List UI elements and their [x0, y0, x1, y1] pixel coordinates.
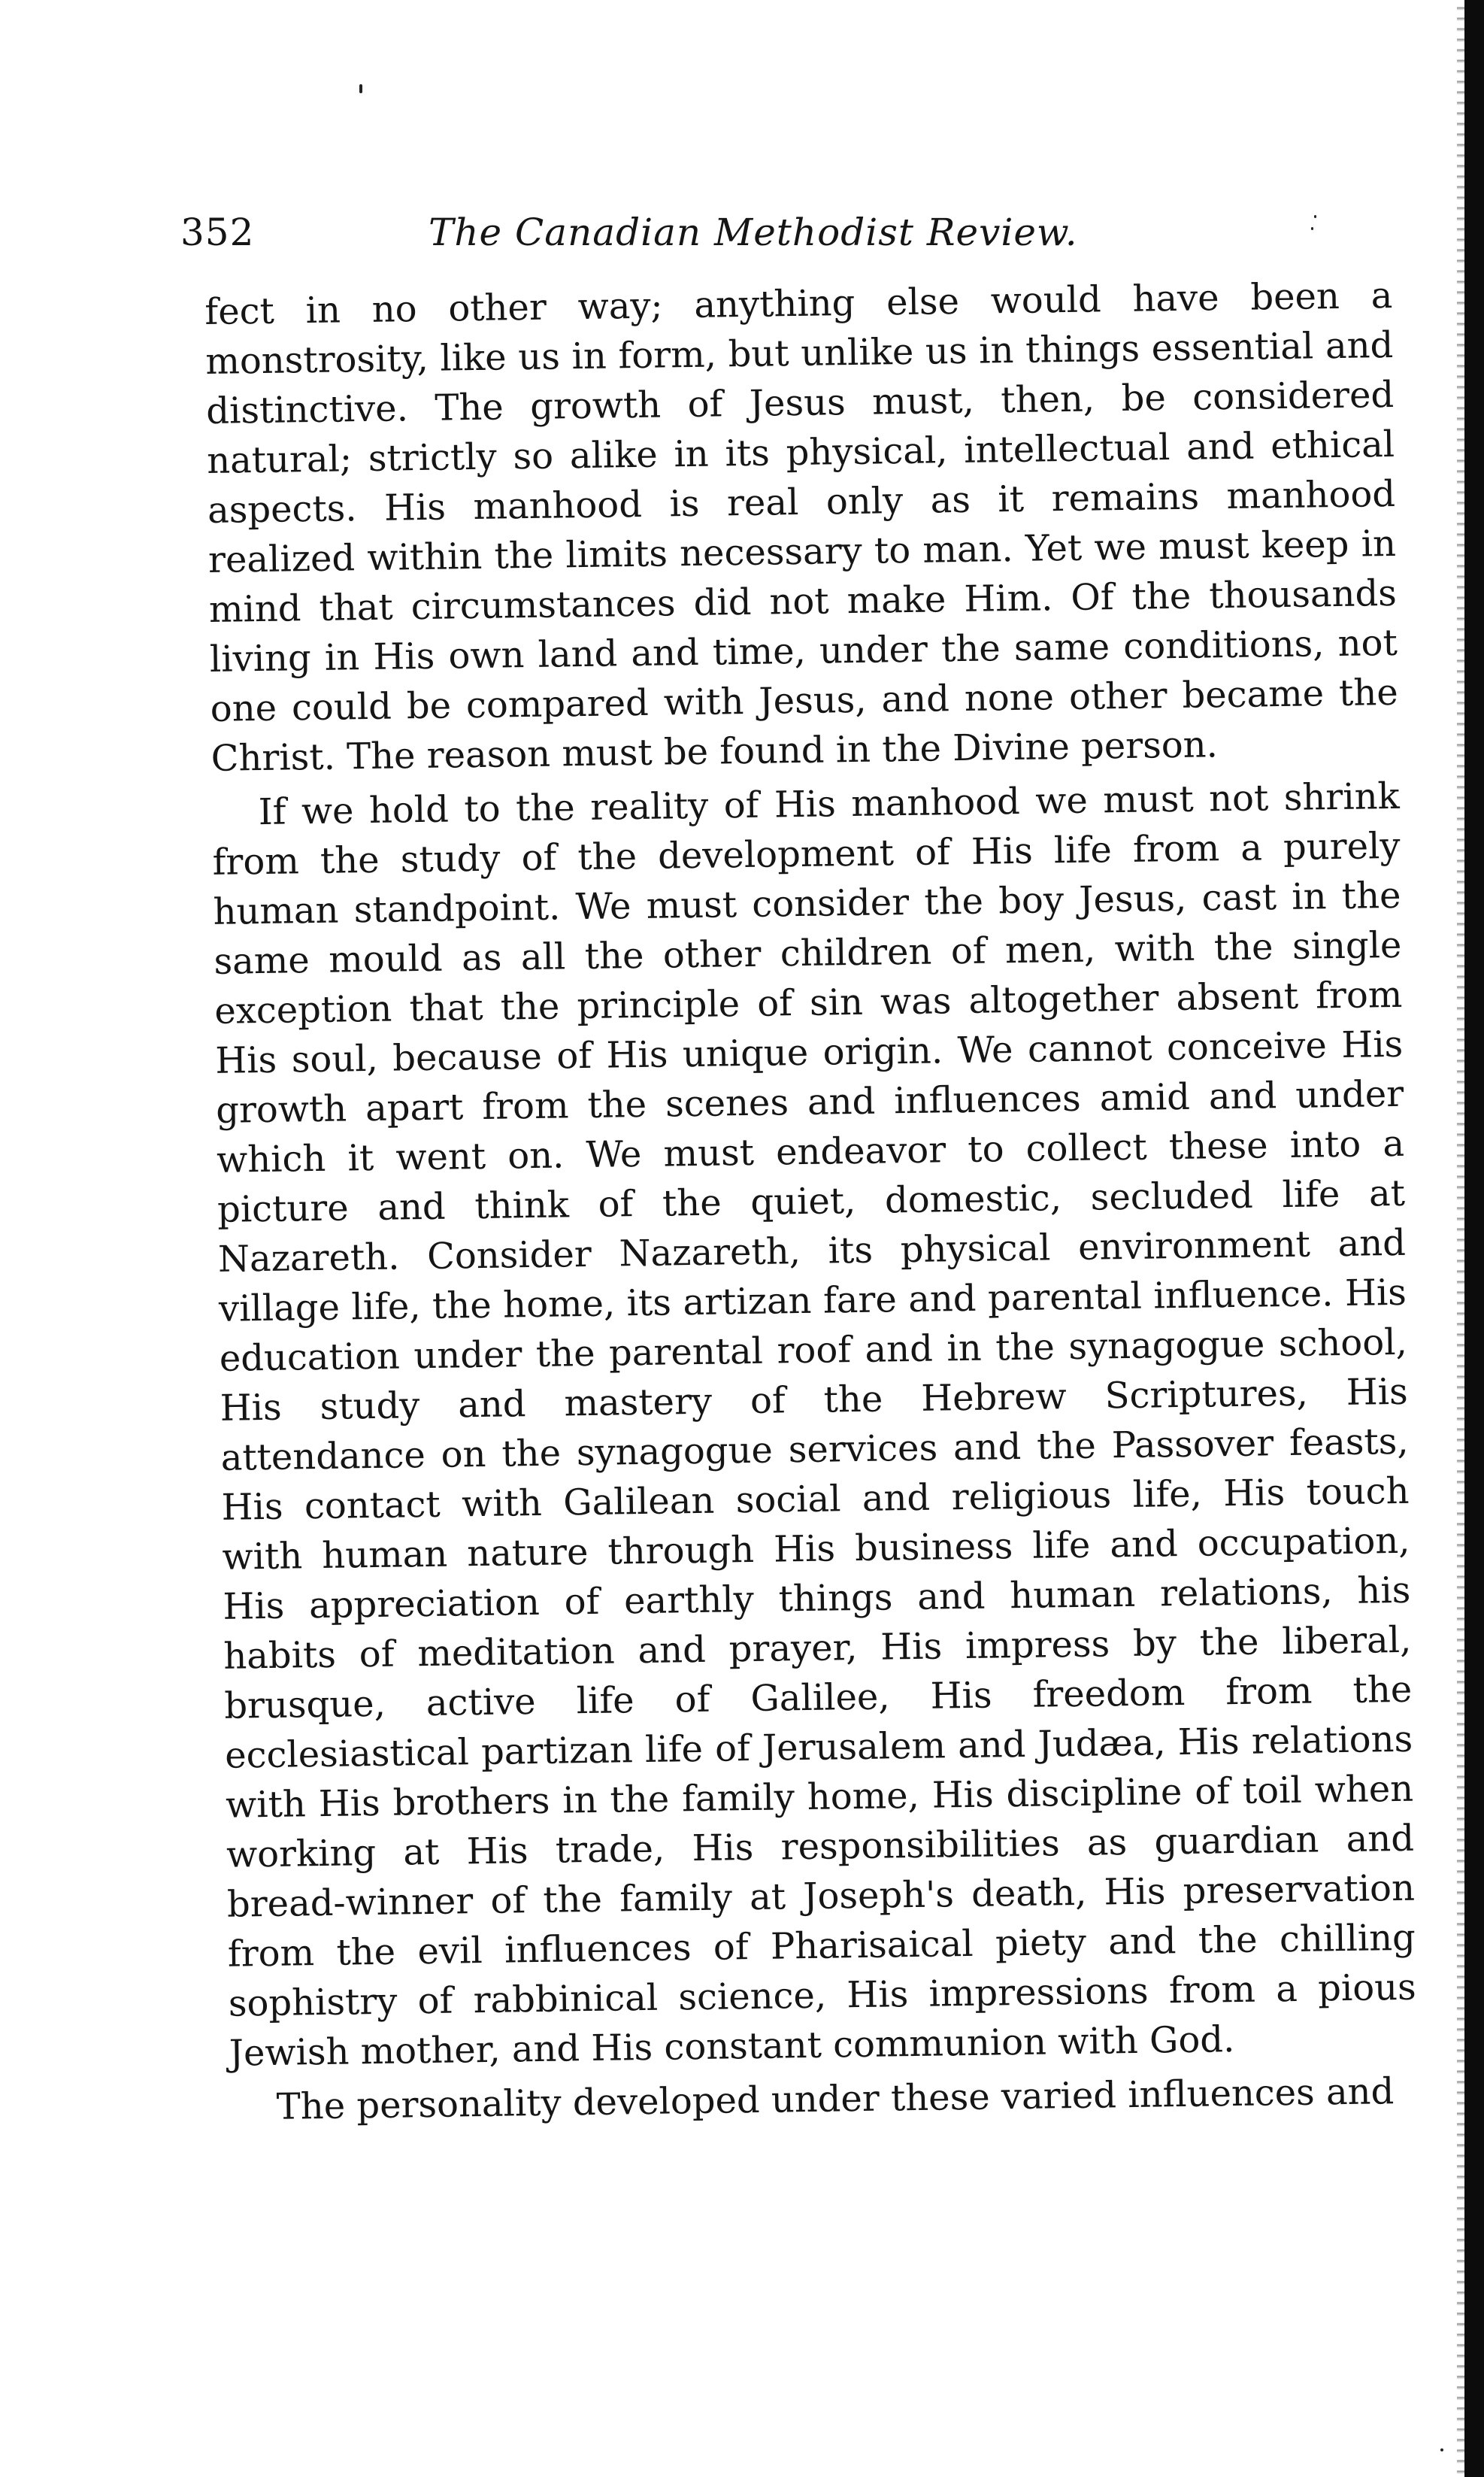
page-edge-shadow — [1464, 0, 1484, 2477]
page-header — [180, 211, 1383, 278]
paragraph-continuation: fect in no other way; anything else would have been a monstrosity, like us in form, but unlike us in things essential and distinctive. The growth of Jesus must, then, be considered natural; strictly so alike in its physical, intellectual and ethical aspects. His manhood is real only as it remains manhood realized within the limits necessary to man. Yet we must keep in mind that circumstances did not make Him. Of the thousands living in His own land and time, under the same conditions, not one could be compared with Jesus, and none other became the Christ. The reason must be found in the Divine person. — [204, 274, 1399, 780]
scan-speck — [359, 84, 362, 93]
running-title: The Canadian Methodist Review. — [429, 211, 1078, 254]
body-text — [204, 271, 1418, 2137]
paragraph-personality: The personality developed under these varied influences and — [276, 2070, 1395, 2128]
page-edge-fray — [1457, 0, 1464, 2477]
page-number: 352 — [180, 211, 255, 254]
scan-speck — [1440, 2448, 1443, 2451]
paragraph-manhood-study: If we hold to the reality of His manhood we must not shrink from the study of the development of His life from a purely human standpoint. We must consider the boy Jesus, cast in the same mould as all the other children of men, with the single exception that the principle of sin was altogether absent from His soul, because of His unique origin. We cannot conceive His growth apart from the scenes and influences amid and under which it went on. We must endeavor to collect these into a picture and think of the quiet, domestic, secluded life at Nazareth. Consider Nazareth, its physical environment and village life, the home, its artizan fare and parental influence. His education under the parental roof and in the synagogue school, His study and mastery of the Hebrew Scriptures, His attendance on the synagogue services and the Passover feasts, His contact with Galilean social and religious life, His touch with human nature through His business life and occupation, His appreciation of earthly things and human relations, his habits of meditation and prayer, His impress by the liberal, brusque, active life of Galilee, His freedom from the ecclesiastical partizan life of Jerusalem and Judæa, His relations with His brothers in the family home, His discipline of toil when working at His trade, His responsibilities as guardian and bread-winner of the family at Joseph's death, His preservation from the evil influences of Pharisaical piety and the chilling sophistry of rabbinical science, His impressions from a pious Jewish mother, and His constant communion with God. — [212, 775, 1417, 2075]
